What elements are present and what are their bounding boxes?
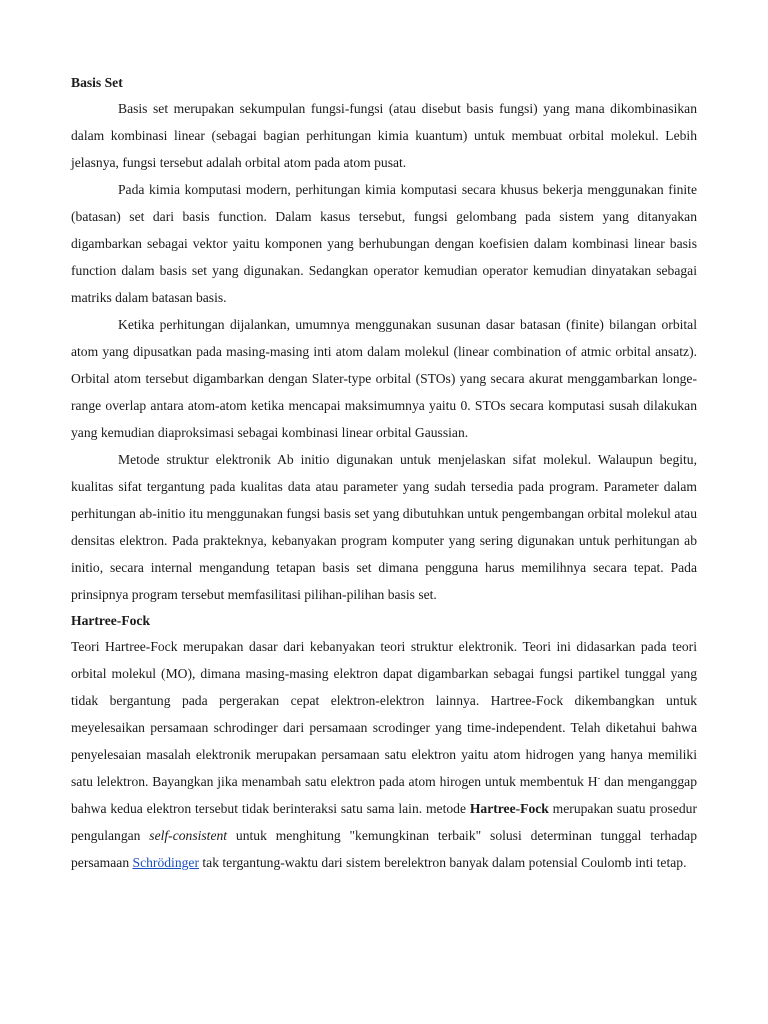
heading-basis-set: Basis Set xyxy=(71,75,123,90)
paragraph-basis-set-definition: Basis set merupakan sekumpulan fungsi-fungsi (atau disebut basis fungsi) yang mana dikombinasikan dalam kombinasi linear (sebagai bagian perhitungan kimia kuantum) untuk membuat orbital molekul. Lebih jelasnya, fungsi tersebut adalah orbital atom pada atom pusat. xyxy=(71,101,697,170)
paragraph-ab-initio: Metode struktur elektronik Ab initio digunakan untuk menjelaskan sifat molekul. Walaupun begitu, kualitas sifat tergantung pada kualitas data atau parameter yang sudah tersedia pada program. Parameter dalam perhitungan ab-initio itu menggunakan fungsi basis set yang dibutuhkan untuk pengembangan orbital molekul atau densitas elektron. Pada prakteknya, kebanyakan program komputer yang sering digunakan untuk perhitungan ab initio, secara internal mengandung tetapan basis set dimana pengguna harus memilihnya secara tepat. Pada prinsipnya program tersebut memfasilitasi pilihan-pilihan basis set. xyxy=(71,452,697,602)
hf-superscript-minus: - xyxy=(597,773,601,783)
paragraph-modern-computation: Pada kimia komputasi modern, perhitungan kimia komputasi secara khusus bekerja menggunakan finite (batasan) set dari basis function. Dalam kasus tersebut, fungsi gelombang pada sistem yang ditanyakan digambarkan sebagai vektor yaitu komponen yang berhubungan dengan koefisien dalam kombinasi linear basis function dalam basis set yang digunakan. Sedangkan operator kemudian operator kemudian dinyatakan sebagai matriks dalam batasan basis. xyxy=(71,182,697,305)
hf-italic-term: self-consistent xyxy=(149,828,228,843)
schrodinger-link[interactable]: Schrödinger xyxy=(132,855,199,870)
hf-text-part-b: dan menganggap bahwa kedua elektron tersebut tidak berinteraksi satu sama lain. metode xyxy=(71,774,697,816)
hf-bold-term: Hartree-Fock xyxy=(469,801,549,816)
hf-text-part-a: Teori Hartree-Fock merupakan dasar dari kebanyakan teori struktur elektronik. Teori ini didasarkan pada teori orbital molekul (MO), dimana masing-masing elektron dapat digambarkan sebagai fungsi partikel tunggal yang tidak bergantung pada pergerakan cepat elektron-elektron lainnya. Hartree-Fock dikembangkan untuk meyelesaikan persamaan schrodinger dari persamaan scrodinger yang time-independent. Telah diketahui bahwa penyelesaian masalah elektronik merupakan persamaan satu elektron yaitu atom hidrogen yang hanya memiliki satu lelektron. Bayangkan jika menambah satu elektron pada atom hirogen untuk membentuk H xyxy=(71,639,697,789)
hf-text-part-d: untuk menghitung "kemungkinan terbaik" solusi determinan tunggal terhadap persamaan xyxy=(71,828,697,870)
paragraph-atomic-orbitals: Ketika perhitungan dijalankan, umumnya menggunakan susunan dasar batasan (finite) bilangan orbital atom yang dipusatkan pada masing-masing inti atom dalam molekul (linear combination of atmic orbital ansatz). Orbital atom tersebut digambarkan dengan Slater-type orbital (STOs) yang secara akurat menggambarkan longe-range overlap antara atom-atom ketika mencapai maksimumnya yaitu 0. STOs secara komputasi susah dilakukan yang kemudian diaproksimasi sebagai kombinasi linear orbital Gaussian. xyxy=(71,317,697,440)
document-body xyxy=(71,70,697,876)
paragraph-hartree-fock xyxy=(71,633,697,876)
hf-text-part-c: merupakan suatu prosedur pengulangan xyxy=(71,801,697,843)
heading-hartree-fock: Hartree-Fock xyxy=(71,613,151,628)
hf-text-part-e: tak tergantung-waktu dari sistem berelektron banyak dalam potensial Coulomb inti tetap. xyxy=(198,855,687,870)
